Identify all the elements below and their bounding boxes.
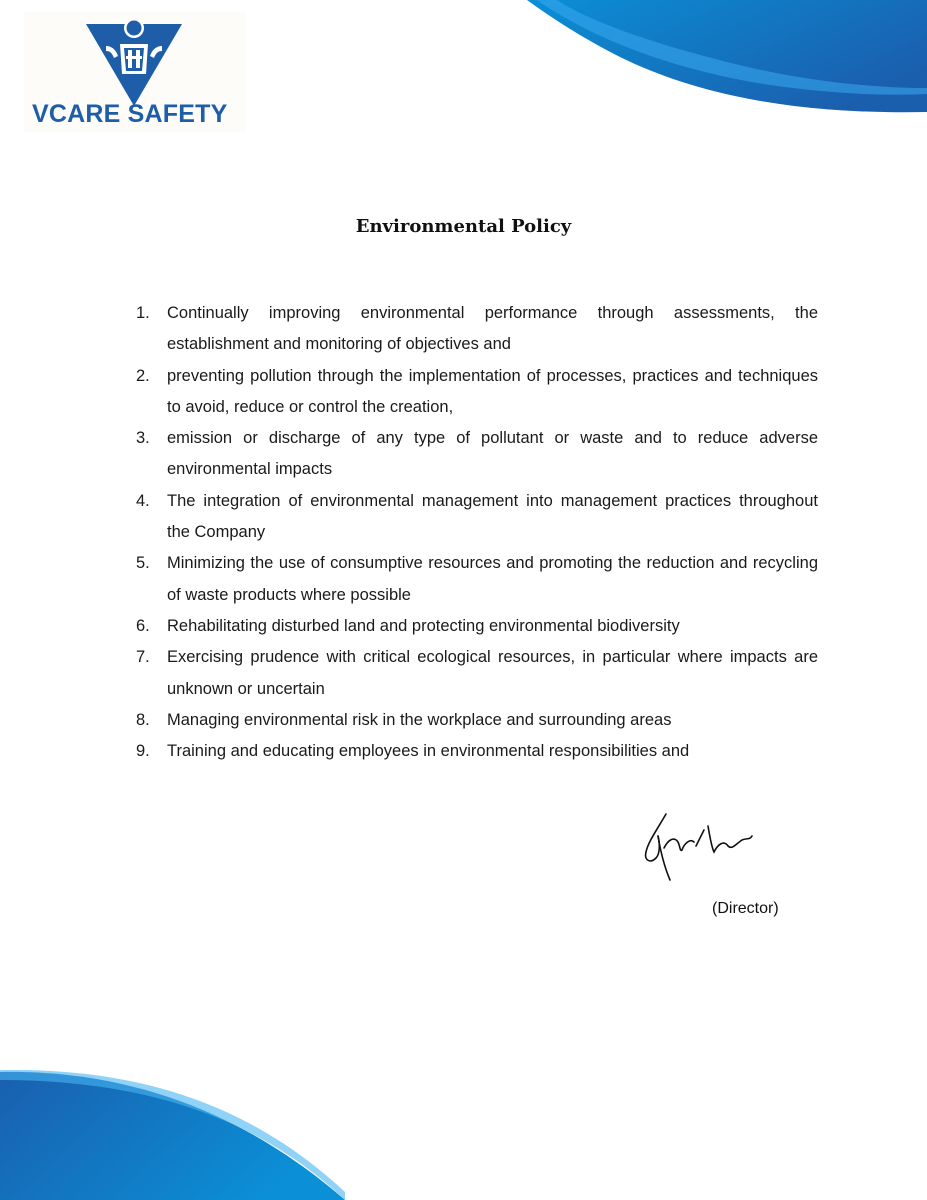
policy-item <box>136 705 818 736</box>
policy-item-number: 3. <box>136 429 150 448</box>
policy-item <box>136 736 818 767</box>
director-signature <box>640 808 755 884</box>
policy-item-text: Managing environmental risk in the workplace and surrounding areas <box>167 710 672 729</box>
policy-item-text: Continually improving environmental performance through assessments, the establishment and monitoring of objectives and <box>167 304 818 354</box>
policy-item-text: Exercising prudence with critical ecological resources, in particular where impacts are unknown or uncertain <box>167 648 818 698</box>
company-logo <box>24 12 246 132</box>
policy-item <box>136 423 818 486</box>
policy-item <box>136 361 818 424</box>
logo-wordmark: VCARE SAFETY <box>32 100 228 128</box>
policy-item-number: 9. <box>136 742 150 761</box>
policy-item-text: preventing pollution through the implementation of processes, practices and techniques to avoid, reduce or control the creation, <box>167 366 818 416</box>
policy-item <box>136 486 818 549</box>
policy-item-text: Rehabilitating disturbed land and protecting environmental biodiversity <box>167 616 680 635</box>
policy-item-text: The integration of environmental management into management practices throughout the Company <box>167 491 818 542</box>
document-title: Environmental Policy <box>355 216 572 237</box>
footer-wave-decoration <box>0 1070 345 1200</box>
policy-item <box>136 298 818 361</box>
signature-role: (Director) <box>712 900 779 917</box>
policy-item-number: 2. <box>136 366 150 385</box>
policy-item-number: 5. <box>136 554 150 573</box>
policy-item-number: 6. <box>136 616 150 635</box>
policy-item <box>136 611 818 642</box>
policy-list <box>136 298 818 767</box>
policy-item <box>136 642 818 705</box>
policy-item-number: 4. <box>136 491 150 510</box>
policy-item-number: 8. <box>136 710 150 729</box>
policy-item-text: Training and educating employees in environmental responsibilities and <box>167 742 690 761</box>
safety-shield-icon <box>84 16 184 108</box>
policy-item-text: Minimizing the use of consumptive resources and promoting the reduction and recycling of waste products where possible <box>167 554 818 604</box>
header-wave-decoration <box>527 0 927 115</box>
policy-item-number: 7. <box>136 648 150 667</box>
policy-item-text: emission or discharge of any type of pollutant or waste and to reduce adverse environmental impacts <box>167 429 818 479</box>
policy-item-number: 1. <box>136 304 150 322</box>
policy-item <box>136 548 818 611</box>
